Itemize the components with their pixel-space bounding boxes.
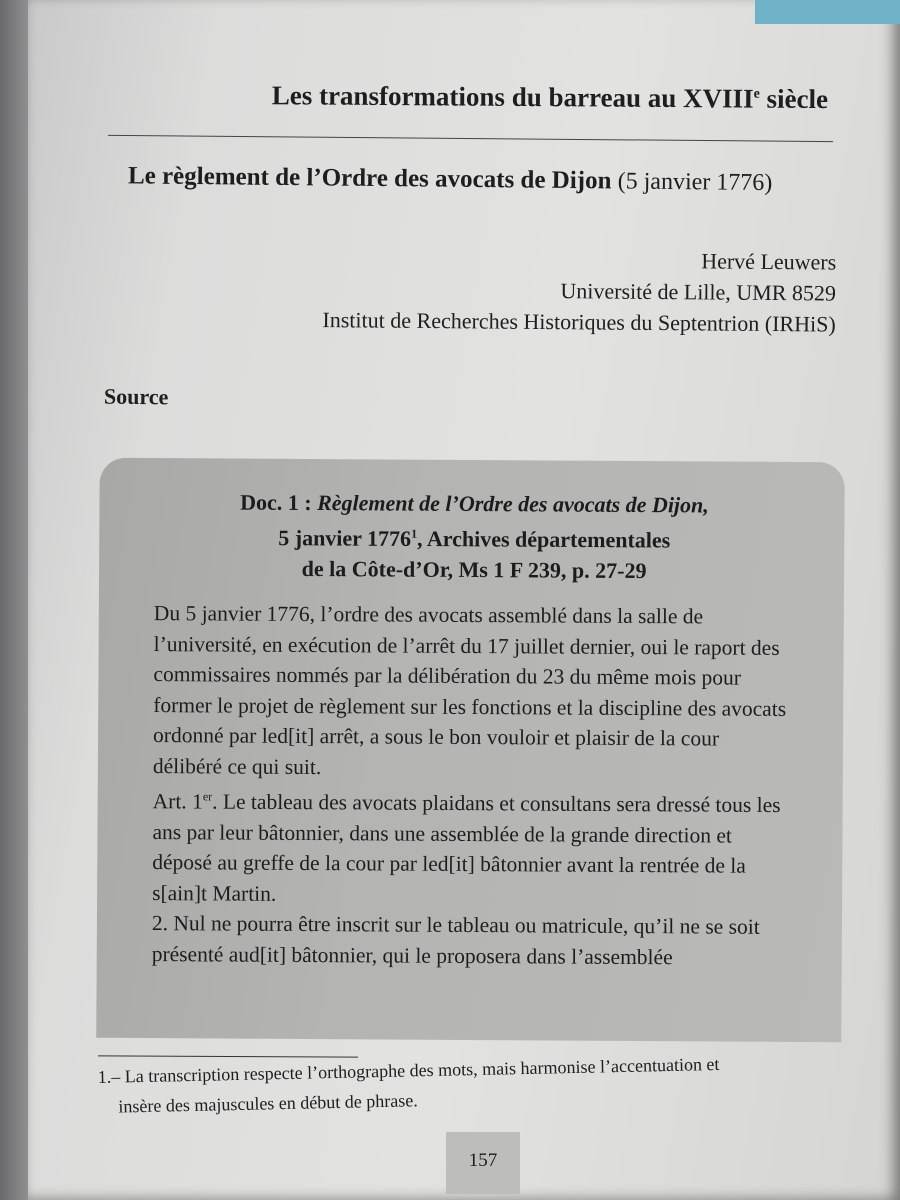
paragraph-intro: Du 5 janvier 1776, l’ordre des avocats assemblé dans la salle de l’université, en exécution de l’arrêt du 17 juillet dernier, oui le raport des commissaires nommés par la délibération du 23 du même mois pour former le projet de règlement sur les fonctions et la discipline des avocats ordonné par led[it] arrêt, a sous le bon vouloir et plaisir de la cour délibéré ce qui suit. — [152, 601, 787, 779]
running-head: Les transformations du barreau au XVIIIe siècle — [271, 80, 829, 115]
section-heading: Source — [103, 383, 169, 410]
page-number-box — [446, 1132, 520, 1194]
footnote-ref: 1 — [411, 526, 418, 541]
paragraph-article-2: 2. Nul ne pourra être inscrit sur le tableau ou matricule, qu’il ne se soit présenté aud[it] bâtonnier, qui le proposera dans l’assemblée — [151, 911, 760, 969]
page-number: 157 — [468, 1150, 498, 1171]
footnote: 1.– La transcription respecte l’orthographe des mots, mais harmonise l’accentuation et insère des majuscules en début de phrase. — [97, 1053, 720, 1117]
colored-tab-marker — [755, 0, 900, 24]
header-rule — [108, 135, 833, 142]
author-block — [248, 241, 837, 339]
document-box — [96, 458, 845, 1043]
author-affiliation: Université de Lille, UMR 8529 — [560, 278, 837, 306]
paragraph-article-1: Art. 1er. Le tableau des avocats plaidans et consultans sera dressé tous les ans par leur bâtonnier, dans une assemblée de la grande direction et déposé au greffe de la cour par led[it] bâtonnier avant la rentrée de la s[ain]t Martin. — [152, 789, 781, 906]
author-name: Hervé Leuwers — [701, 248, 837, 275]
article-title: Le règlement de l’Ordre des avocats de Dijon (5 janvier 1776) — [127, 162, 773, 197]
document-heading: Doc. 1 : Règlement de l’Ordre des avocats de Dijon, 5 janvier 1776$^1$, Archives départementales de la Côte-d’Or, Ms 1 F 239, p. 27-29 — [240, 489, 709, 584]
book-page — [28, 0, 900, 1200]
document-transcription — [152, 598, 794, 973]
author-institute: Institut de Recherches Historiques du Septentrion (IRHiS) — [322, 307, 836, 337]
